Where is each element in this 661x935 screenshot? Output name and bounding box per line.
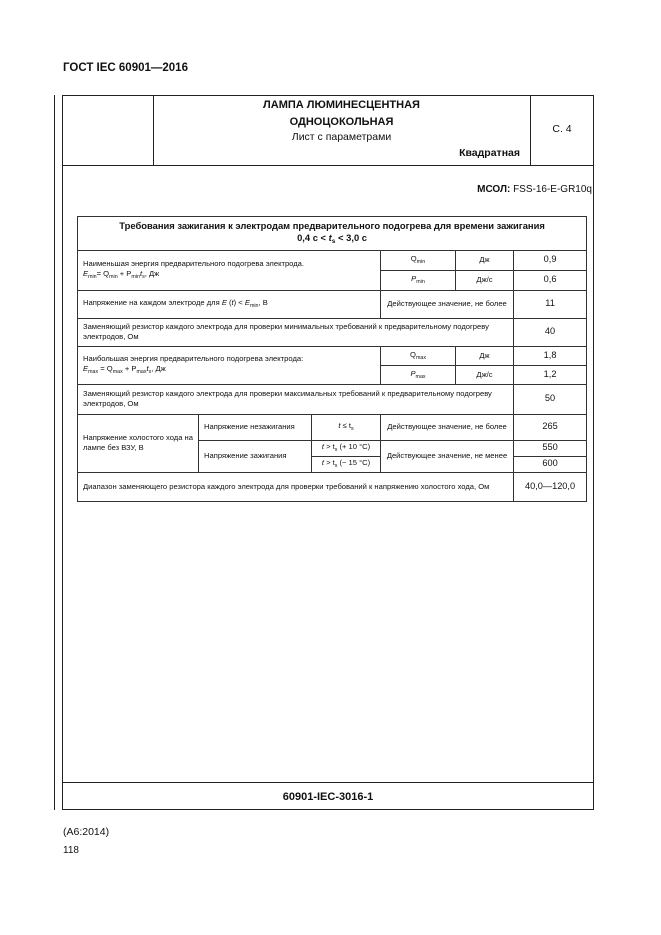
r2-t: t	[231, 298, 234, 308]
open-circuit-voltage-label: Напряжение холостого хода на лампе без ВЗУ, В	[78, 414, 199, 472]
f-sub2: min	[109, 274, 118, 281]
value-cell: 0,6	[514, 270, 587, 290]
symbol-sub: max	[415, 373, 426, 380]
range-lower: 0,4 с <	[297, 232, 329, 244]
f-t: t	[139, 269, 143, 279]
unit-cell: Дж/с	[456, 270, 514, 290]
sheet-title-line1: ЛАМПА ЛЮМИНЕСЦЕНТНАЯ	[263, 99, 420, 111]
symbol: Q	[410, 254, 417, 264]
f-sub2: max	[112, 369, 123, 376]
st-temp: (− 15 °C)	[337, 458, 371, 468]
range-upper: < 3,0 с	[335, 232, 367, 244]
resistor-range-desc: Диапазон заменяющего резистора каждого электрода для проверки требований к напряжению холостого хода, Ом	[78, 472, 514, 501]
symbol-sub: min	[416, 279, 425, 286]
r2-lt: ) <	[233, 298, 245, 308]
sheet-title-line2: ОДНОЦОКОЛЬНАЯ	[289, 116, 394, 128]
value-cell: 0,9	[514, 250, 587, 270]
sheet-subtitle: Лист с параметрами	[291, 131, 392, 143]
f-sub: min	[88, 274, 97, 281]
f-plus: + P	[122, 364, 137, 374]
max-energy-formula	[83, 364, 166, 376]
min-energy-text: Наименьшая энергия предварительного подогрева электрода.	[83, 259, 305, 269]
ns-t: t	[338, 421, 341, 431]
st-t: t	[321, 458, 324, 468]
value-cell: 600	[514, 456, 587, 472]
value-cell: 40	[514, 318, 587, 346]
f-end: , Дж	[151, 364, 166, 374]
min-energy-formula	[83, 269, 160, 281]
f-sub3: min	[131, 274, 140, 281]
document-title: ГОСТ IEC 60901—2016	[63, 62, 188, 74]
f-sub: max	[88, 369, 99, 376]
f-eq: = Q	[98, 364, 113, 374]
r2-end: , В	[258, 298, 268, 308]
symbol-cell	[381, 250, 456, 270]
sheet-page-ref: С. 4	[552, 123, 572, 135]
max-energy-desc	[78, 346, 381, 384]
unit-cell: Дж	[456, 250, 514, 270]
symbol-cell	[381, 346, 456, 365]
symbol: P	[411, 274, 417, 284]
f-eq: = Q	[96, 269, 110, 279]
symbol-cell	[381, 365, 456, 384]
value-cell: 1,8	[514, 346, 587, 365]
symbol: Q	[410, 349, 416, 359]
max-energy-text: Наибольшая энергия предварительного подогрева электрода:	[83, 354, 304, 364]
st-sub: s	[334, 463, 338, 470]
r2-pre: Напряжение на каждом электроде для	[83, 298, 222, 308]
r2-e2: E	[244, 298, 250, 308]
non-starting-time-cell	[312, 414, 381, 440]
table-heading-text: Требования зажигания к электродам предварительного подогрева для времени зажигания	[119, 220, 545, 231]
sheet-code: 60901-IEC-3016-1	[282, 791, 374, 803]
ns-le: ≤ t	[340, 421, 351, 431]
f-plus: + P	[117, 269, 132, 279]
condition-cell: Действующее значение, не менее	[381, 440, 514, 472]
electrode-voltage-desc	[78, 290, 381, 318]
lamp-shape: Квадратная	[459, 147, 520, 159]
condition-cell: Действующее значение, не более	[381, 290, 514, 318]
page-number: 118	[63, 845, 79, 856]
symbol-sub: max	[415, 354, 426, 361]
ns-sub: s	[350, 426, 354, 433]
value-cell: 265	[514, 414, 587, 440]
r2-sub: min	[249, 303, 259, 310]
symbol-sub: min	[416, 259, 426, 266]
value-cell: 550	[514, 440, 587, 456]
start-time-cell	[312, 440, 381, 456]
msol-label: МСОЛ:	[477, 184, 511, 195]
st-temp: (+ 10 °C)	[337, 442, 371, 452]
st-t: t	[321, 442, 324, 452]
st-gt: > t	[323, 442, 335, 452]
footer-divider	[62, 782, 594, 783]
st-gt: > t	[323, 458, 335, 468]
f-t: t	[146, 364, 149, 374]
f-s: s	[148, 369, 152, 376]
f-e: E	[83, 269, 89, 279]
condition-cell: Действующее значение, не более	[381, 414, 514, 440]
min-resistor-desc: Заменяющий резистор каждого электрода для проверки минимальных требований к предварительному подогреву электродов, Ом	[78, 318, 514, 346]
ignition-requirements-table	[77, 216, 587, 502]
value-cell: 40,0—120,0	[514, 472, 587, 501]
msol-designation	[400, 184, 592, 195]
f-s: s	[142, 274, 145, 281]
non-starting-voltage-label: Напряжение незажигания	[199, 414, 312, 440]
st-sub: s	[334, 447, 338, 454]
symbol: P	[410, 368, 416, 378]
table-heading-range	[297, 232, 367, 246]
unit-cell: Дж/с	[456, 365, 514, 384]
f-e: E	[83, 364, 89, 374]
range-t: t	[328, 232, 332, 244]
header-divider-bottom	[62, 165, 594, 166]
starting-voltage-label: Напряжение зажигания	[199, 440, 312, 472]
value-cell: 11	[514, 290, 587, 318]
msol-value: FSS-16-E-GR10q	[513, 184, 592, 195]
left-margin-line	[54, 95, 55, 810]
symbol-cell	[381, 270, 456, 290]
f-sub3: max	[136, 369, 147, 376]
r2-mid: (	[226, 298, 232, 308]
f-end: , Дж	[144, 269, 160, 279]
start-time-cell	[312, 456, 381, 472]
unit-cell: Дж	[456, 346, 514, 365]
value-cell: 50	[514, 384, 587, 414]
amendment-ref: (А6:2014)	[63, 826, 110, 838]
table-heading	[78, 217, 587, 251]
max-resistor-desc: Заменяющий резистор каждого электрода для проверки максимальных требований к предварительному подогреву электродов, Ом	[78, 384, 514, 414]
min-energy-desc	[78, 250, 381, 290]
value-cell: 1,2	[514, 365, 587, 384]
r2-e: E	[221, 298, 227, 308]
range-sub: s	[331, 238, 336, 246]
